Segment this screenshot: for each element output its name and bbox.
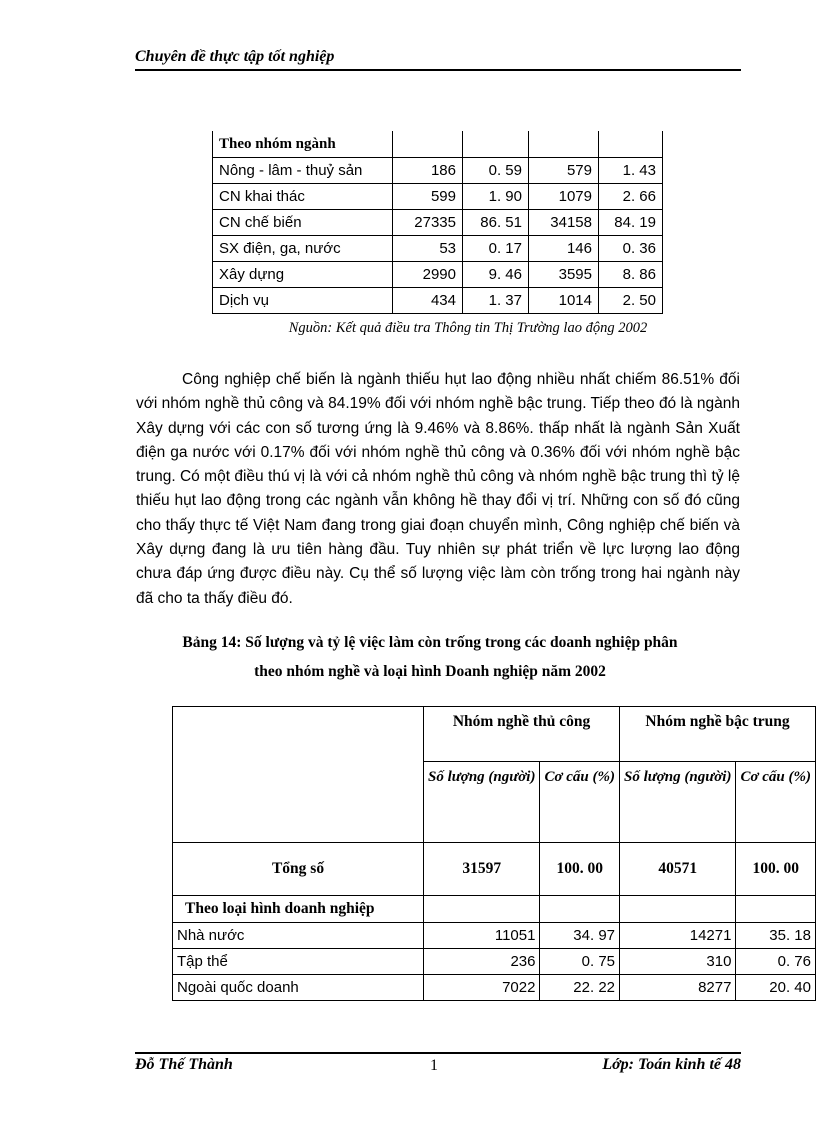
table-row [213,288,663,314]
row-label: Ngoài quốc doanh [173,975,424,1001]
cell: 20. 40 [736,975,816,1001]
cell: 22. 22 [540,975,620,1001]
cell: 0. 36 [599,236,663,262]
cell: 7022 [424,975,540,1001]
row-label: CN chế biến [213,210,393,236]
table-source-note: Nguồn: Kết quả điều tra Thông tin Thị Trường lao động 2002 [288,320,648,336]
cell: 84. 19 [599,210,663,236]
cell: 34158 [529,210,599,236]
page-number: 1 [430,1057,438,1074]
cell: 0. 17 [463,236,529,262]
table-title-line: theo nhóm nghề và loại hình Doanh nghiệp năm 2002 [254,663,606,680]
cell: 1. 43 [599,158,663,184]
cell: 310 [620,949,736,975]
row-label: Dịch vụ [213,288,393,314]
cell: 27335 [393,210,463,236]
footer-rule [135,1052,741,1054]
cell: 86. 51 [463,210,529,236]
table-row [213,131,663,158]
row-label: SX điện, ga, nước [213,236,393,262]
row-label: Nông - lâm - thuỷ sản [213,158,393,184]
cell: 53 [393,236,463,262]
header-rule [135,69,741,71]
cell: 31597 [424,843,540,896]
column-header: Số lượng (người) [620,762,736,843]
cell: 2. 50 [599,288,663,314]
row-label: CN khai thác [213,184,393,210]
table-row [173,949,816,975]
cell: 146 [529,236,599,262]
body-paragraph: Công nghiệp chế biến là ngành thiếu hụt lao động nhiều nhất chiếm 86.51% đối với nhóm nghề thủ công và 84.19% đối với nhóm nghề bậc trung. Tiếp theo đó là ngành Xây dựng với các con số tương ứng là 9.46% và 8.86%. thấp nhất là ngành Sản Xuất điện ga nước với 0.17% đối với nhóm nghề thủ công và 0.36% đối với nhóm nghề bậc trung. Có một điều thú vị là với cả nhóm nghề thủ công và nhóm nghề bậc trung thì tỷ lệ thiếu hụt lao động trong các ngành vẫn không hề thay đổi vị trí. Những con số đó cũng cho thấy thực tế Việt Nam đang trong giai đoạn chuyển mình, Công nghiệp chế biến và Xây dựng đang là ưu tiên hàng đầu. Tuy nhiên sự phát triển về lực lượng lao động chưa đáp ứng được điều này. Cụ thể số lượng việc làm còn trống trong hai ngành này đã cho ta thấy điều đó. [136,371,740,607]
table-row [173,896,816,923]
table-row [213,210,663,236]
table-row [213,158,663,184]
category-label: Theo nhóm ngành [213,131,393,158]
header-title: Chuyên đề thực tập tốt nghiệp [135,48,335,65]
table-row [213,236,663,262]
cell: 8277 [620,975,736,1001]
cell: 1. 37 [463,288,529,314]
corner-cell [173,707,424,843]
cell: 0. 75 [540,949,620,975]
row-label: Xây dựng [213,262,393,288]
cell: 0. 76 [736,949,816,975]
cell: 40571 [620,843,736,896]
category-label: Theo loại hình doanh nghiệp [173,896,424,923]
row-label: Nhà nước [173,923,424,949]
cell: 100. 00 [540,843,620,896]
footer-author: Đỗ Thế Thành [135,1056,233,1073]
table-title-line: Bảng 14: Số lượng và tỷ lệ việc làm còn trống trong các doanh nghiệp phân [182,634,678,651]
table-row [173,923,816,949]
cell: 1014 [529,288,599,314]
cell: 11051 [424,923,540,949]
vacancy-table [172,706,816,1001]
group-header: Nhóm nghề thủ công [424,707,620,762]
cell: 3595 [529,262,599,288]
table-row [213,262,663,288]
cell: 236 [424,949,540,975]
table-title [120,628,740,686]
table-header-row [173,707,816,762]
table-row [173,843,816,896]
cell: 14271 [620,923,736,949]
cell: 100. 00 [736,843,816,896]
total-label: Tổng số [173,843,424,896]
industry-shortage-table [212,131,663,314]
cell: 434 [393,288,463,314]
cell: 2990 [393,262,463,288]
cell: 8. 86 [599,262,663,288]
group-header: Nhóm nghề bậc trung [620,707,816,762]
cell: 34. 97 [540,923,620,949]
cell: 1. 90 [463,184,529,210]
cell: 0. 59 [463,158,529,184]
table-row [213,184,663,210]
cell: 579 [529,158,599,184]
column-header: Cơ cấu (%) [736,762,816,843]
cell: 35. 18 [736,923,816,949]
row-label: Tập thể [173,949,424,975]
footer-class: Lớp: Toán kinh tế 48 [602,1056,741,1073]
cell: 1079 [529,184,599,210]
cell: 9. 46 [463,262,529,288]
cell: 599 [393,184,463,210]
column-header: Số lượng (người) [424,762,540,843]
cell: 2. 66 [599,184,663,210]
table-row [173,975,816,1001]
cell: 186 [393,158,463,184]
column-header: Cơ cấu (%) [540,762,620,843]
